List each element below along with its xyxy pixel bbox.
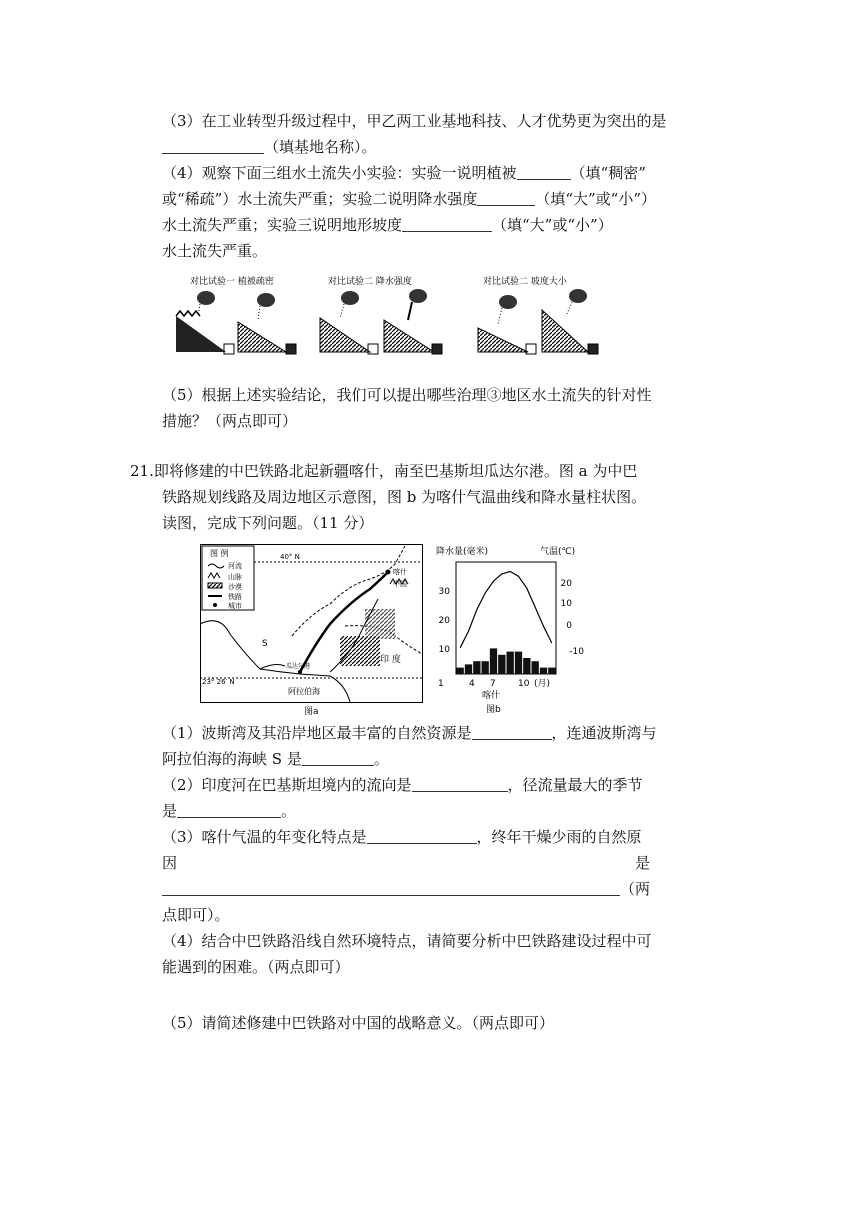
right-tick-neg10: -10 (569, 647, 584, 657)
left-tick-30: 30 (438, 587, 450, 597)
exp-label-3: 对比试验二 坡度大小 (483, 277, 567, 287)
q20-p5-line1: （5）根据上述实验结论，我们可以提出哪些治理③地区水土流失的针对性 (162, 386, 652, 404)
q20-p4-line2: 或“稀疏”）水土流失严重；实验二说明降水强度 （填“大”或“小”） (162, 190, 657, 208)
chart-place: 喀什 (482, 691, 501, 701)
precip-bar-12 (548, 668, 555, 674)
exp-label-1: 对比试验一 植被疏密 (190, 277, 274, 287)
map-figure-a (200, 544, 425, 716)
right-axis-title: 气温(℃) (540, 547, 576, 557)
label-strait-s: S (262, 639, 268, 649)
chart-frame (456, 562, 556, 674)
precip-bar-5 (490, 648, 497, 674)
lat-tropic: 23° 26′ N (202, 678, 235, 686)
q20-p4-line4: 水土流失严重。 (162, 242, 268, 260)
q20-p5-line2: 措施？（两点即可） (162, 412, 298, 430)
x-tick-unit: (月) (534, 679, 551, 689)
legend-desert: 沙漠 (228, 583, 242, 591)
precip-bar-6 (498, 655, 505, 674)
answer-blank[interactable] (517, 165, 571, 180)
map-caption: 图a (304, 707, 319, 716)
legend-title: 图 例 (210, 549, 229, 558)
legend-mountain: 山脉 (228, 573, 242, 581)
answer-blank[interactable] (472, 725, 552, 740)
x-tick-4: 4 (469, 679, 475, 689)
q21-p3-line4: 点即可）。 (162, 906, 230, 924)
left-tick-10: 10 (438, 645, 450, 655)
q21-intro-line2: 铁路规划线路及周边地区示意图，图 b 为喀什气温曲线和降水量柱状图。 (162, 488, 647, 506)
right-tick-10: 10 (560, 599, 572, 609)
temperature-line (460, 572, 552, 648)
answer-blank[interactable] (412, 777, 508, 792)
precip-bar-10 (532, 661, 539, 674)
right-tick-20: 20 (560, 579, 572, 589)
precip-bar-9 (523, 658, 530, 674)
answer-blank[interactable] (162, 139, 264, 154)
legend-railway: 铁路 (228, 593, 242, 601)
lat-40n: 40° N (280, 553, 300, 561)
q21-p1-line2: 阿拉伯海的海峡 S 是 。 (162, 750, 389, 768)
q20-p4-line1: （4）观察下面三组水土流失小实验：实验一说明植被 （填“稠密” (162, 164, 646, 182)
precip-bar-4 (482, 661, 489, 674)
experiment-1 (176, 291, 296, 354)
answer-blank[interactable] (162, 881, 620, 896)
q21-p3-line3: （两 (162, 879, 650, 899)
left-tick-20: 20 (438, 616, 450, 626)
legend-river: 河流 (228, 562, 242, 570)
precip-bar-8 (515, 652, 522, 674)
answer-blank[interactable] (177, 803, 281, 818)
q21-p3-line1: （3）喀什气温的年变化特点是 ，终年干燥少雨的自然原 (162, 828, 642, 846)
q21-p4-line1: （4）结合中巴铁路沿线自然环境特点，请简要分析中巴铁路建设过程中可 (162, 932, 652, 950)
answer-blank[interactable] (402, 217, 492, 232)
chart-caption: 图b (486, 705, 501, 715)
q21-p3-line2: 因 是 (162, 854, 650, 872)
q21-intro-line3: 读图，完成下列问题。（11 分） (162, 514, 374, 532)
experiment-3 (478, 289, 598, 354)
q21-p5: （5）请简述修建中巴铁路对中国的战略意义。（两点即可） (162, 1014, 555, 1032)
precip-bar-11 (540, 668, 547, 674)
label-china: 中国 (393, 580, 407, 588)
x-tick-7: 7 (490, 679, 496, 689)
q21-p2-line2: 是 。 (162, 802, 297, 820)
q20-p3-line2: （填基地名称）。 (162, 137, 377, 157)
precip-bar-3 (473, 661, 480, 674)
answer-blank[interactable] (477, 191, 535, 206)
climate-chart-b (432, 544, 592, 716)
right-tick-0: 0 (566, 621, 572, 631)
precip-bar-1 (457, 668, 464, 674)
q20-p3-line1: （3）在工业转型升级过程中，甲乙两工业基地科技、人才优势更为突出的是 (162, 112, 667, 130)
label-india: 印 度 (380, 655, 401, 665)
city-gwadar: 瓜达尔港 (286, 663, 311, 670)
q21-p2-line1: （2）印度河在巴基斯坦境内的流向是 ，径流量最大的季节 (162, 776, 643, 794)
answer-blank[interactable] (302, 751, 374, 766)
q20-p4-line3: 水土流失严重；实验三说明地形坡度 （填“大”或“小”） (162, 216, 613, 234)
x-tick-10: 10 (518, 679, 530, 689)
precip-bar-2 (465, 664, 472, 674)
label-arabian-sea: 阿拉伯海 (288, 687, 320, 696)
q21-intro-line1: 21.即将修建的中巴铁路北起新疆喀什，南至巴基斯坦瓜达尔港。图 a 为中巴 (130, 462, 638, 480)
left-axis-title: 降水量(毫米) (436, 547, 489, 557)
experiment-2 (320, 289, 442, 354)
precip-bar-7 (507, 652, 514, 674)
q21-p1-line1: （1）波斯湾及其沿岸地区最丰富的自然资源是 ，连通波斯湾与 (162, 724, 657, 742)
exp-label-2: 对比试验二 降水强度 (328, 277, 412, 287)
legend-city: 城市 (228, 602, 242, 610)
x-tick-1: 1 (438, 679, 444, 689)
answer-blank[interactable] (367, 829, 477, 844)
q21-p4-line2: 能遇到的困难。（两点即可） (162, 958, 350, 976)
experiment-figure (168, 272, 608, 366)
city-kashgar: 喀什 (393, 568, 407, 576)
